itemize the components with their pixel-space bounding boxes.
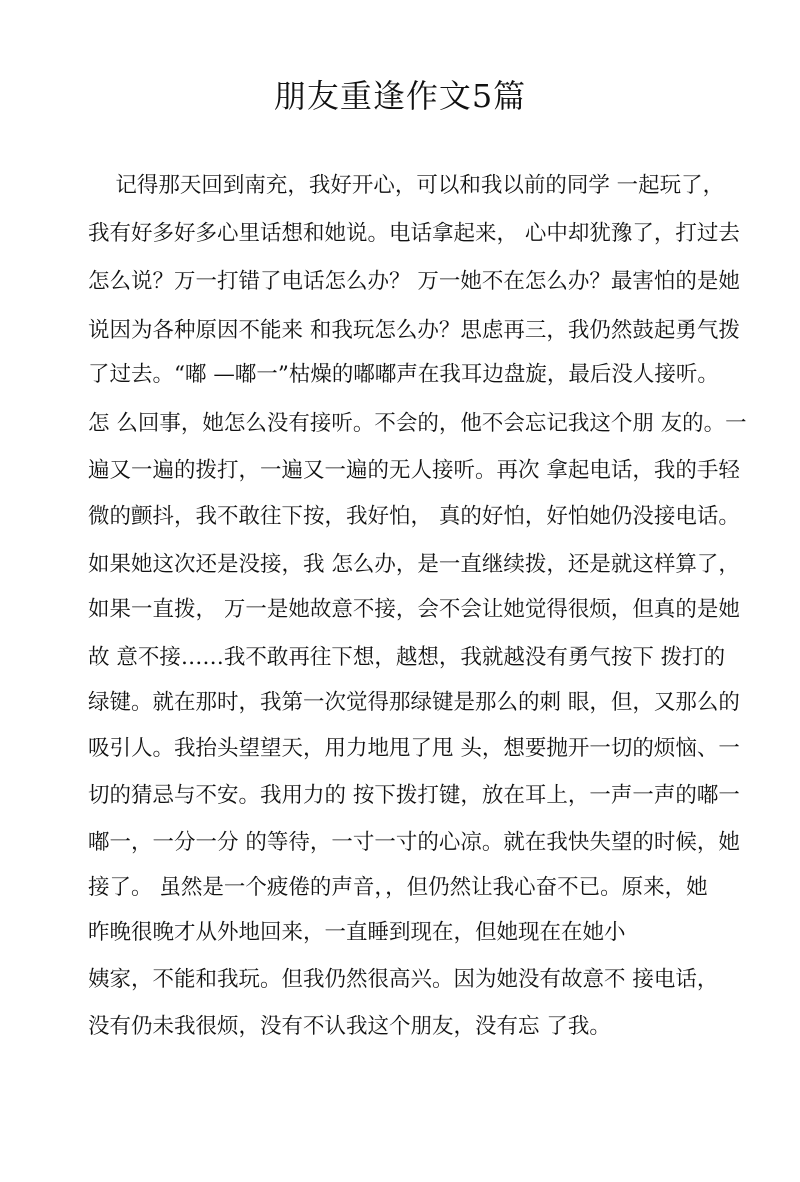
paragraph-line: 吸引人。我抬头望望天，用力地甩了甩 头，想要抛开一切的烦恼、一: [88, 736, 740, 761]
paragraph-line: 微的颤抖，我不敢往下按，我好怕， 真的好怕，好怕她仍没接电话。: [88, 504, 740, 529]
paragraph-line: 如果她这次还是没接，我 怎么办，是一直继续拨，还是就这样算了，: [88, 552, 740, 577]
paragraph-line: 怎么说？万一打错了电话怎么办？ 万一她不在怎么办？最害怕的是她: [88, 269, 740, 294]
paragraph-line: 没有仍未我很烦，没有不认我这个朋友，没有忘 了我。: [88, 1014, 611, 1039]
document-title: 朋友重逢作文5篇: [273, 77, 527, 115]
paragraph-line: 怎 么回事，她怎么没有接听。不会的，他不会忘记我这个朋 友的。一: [88, 411, 747, 436]
paragraph-line: 遍又一遍的拨打，一遍又一遍的无人接听。再次 拿起电话，我的手轻: [88, 458, 740, 483]
paragraph-line: 记得那天回到南充，我好开心，可以和我以前的同学 一起玩了，: [88, 173, 725, 198]
paragraph-line: 切的猜忌与不安。我用力的 按下拨打键，放在耳上，一声一声的嘟一: [88, 783, 740, 808]
paragraph-line: 如果一直拨， 万一是她故意不接，会不会让她觉得很烦，但真的是她: [88, 597, 740, 622]
paragraph-line: 我有好多好多心里话想和她说。电话拿起来， 心中却犹豫了，打过去: [88, 221, 740, 246]
paragraph-line: 嘟一，一分一分 的等待，一寸一寸的心凉。就在我快失望的时候，她: [88, 830, 740, 855]
paragraph-line: 说因为各种原因不能来 和我玩怎么办？思虑再三，我仍然鼓起勇气拨: [88, 318, 740, 343]
paragraph-line: 绿键。就在那时，我第一次觉得那绿键是那么的刺 眼，但，又那么的: [88, 690, 740, 715]
paragraph-line: 接了。 虽然是一个疲倦的声音，，但仍然让我心奋不已。原来，她: [88, 875, 708, 900]
paragraph-line: 昨晚很晚才从外地回来，一直睡到现在，但她现在在她小: [88, 920, 626, 945]
paragraph-line: 了过去。“嘟 —嘟一”枯燥的嘟嘟声在我耳边盘旋，最后没人接听。: [88, 362, 719, 387]
paragraph-line: 姨家，不能和我玩。但我仍然很高兴。因为她没有故意不 接电话，: [88, 967, 719, 992]
paragraph-line: 故 意不接……我不敢再往下想，越想，我就越没有勇气按下 拨打的: [88, 645, 726, 670]
